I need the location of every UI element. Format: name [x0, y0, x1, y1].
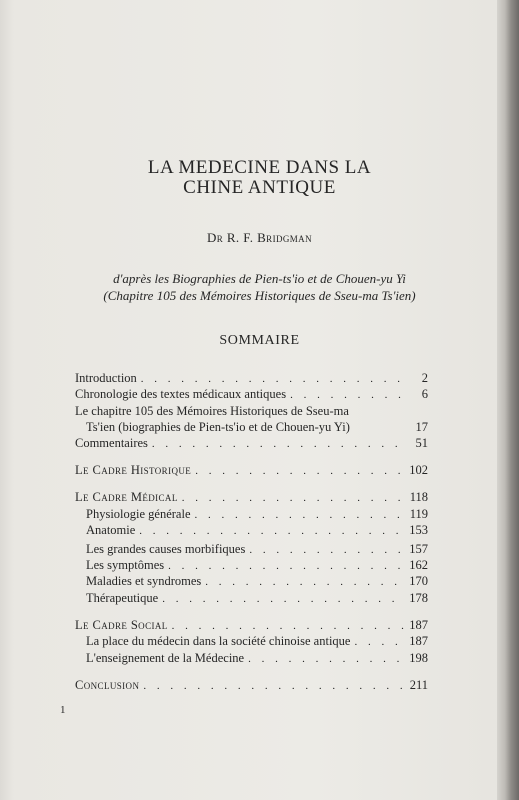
toc-page-number: 6 — [421, 387, 428, 401]
toc-label: Physiologie générale — [86, 507, 191, 521]
toc-entry-chronologie — [75, 386, 428, 402]
toc-entry-maladies — [86, 573, 428, 589]
toc-label: Le Cadre Historique — [75, 463, 192, 477]
toc-page-number: 119 — [409, 507, 428, 521]
toc-leader-dots — [205, 574, 405, 590]
toc-page-number: 118 — [409, 490, 428, 504]
toc-label: Commentaires — [75, 436, 148, 450]
toc-leader-dots — [168, 558, 405, 574]
author: Dr R. F. Bridgman — [207, 230, 312, 245]
toc-page-number: 17 — [415, 420, 428, 434]
toc-entry-place-medecin — [86, 633, 428, 649]
toc-leader-dots — [162, 591, 405, 607]
toc-page-number: 153 — [409, 523, 428, 537]
toc-page-number: 2 — [421, 371, 428, 385]
book-spine-shadow — [497, 0, 519, 800]
toc-label: Le Cadre Médical — [75, 490, 178, 504]
toc-label: Les symptômes — [86, 558, 165, 572]
toc-leader-dots — [172, 618, 406, 634]
toc-entry-physiologie — [86, 506, 428, 522]
title-line-1: LA MEDECINE DANS LA — [147, 157, 372, 178]
title-line-2: CHINE ANTIQUE — [183, 177, 336, 198]
toc-page-number: 162 — [409, 558, 428, 572]
toc-page-number: 51 — [415, 436, 428, 450]
toc-page-number: 198 — [409, 651, 428, 665]
toc-entry-enseignement — [86, 650, 428, 666]
toc-entry-commentaires — [75, 435, 428, 451]
toc-entry-cadre-medical — [75, 489, 428, 505]
toc-leader-dots — [195, 463, 405, 479]
toc-label: Maladies et syndromes — [86, 574, 202, 588]
toc-page-number: 187 — [409, 618, 428, 632]
toc-page-number: 187 — [409, 634, 428, 648]
toc-page-number: 211 — [409, 678, 428, 692]
toc-page-number: 170 — [409, 574, 428, 588]
toc-label: Ts'ien (biographies de Pien-ts'io et de Chouen-yu Yi) — [86, 420, 350, 434]
toc-entry-therapeutique — [86, 590, 428, 606]
toc-label: Chronologie des textes médicaux antiques — [75, 387, 287, 401]
toc-label: L'enseignement de la Médecine — [86, 651, 245, 665]
subtitle-line-2: (Chapitre 105 des Mémoires Historiques de Sseu-ma Ts'ien) — [103, 288, 416, 303]
toc-page-number: 157 — [409, 542, 428, 556]
toc-label: Les grandes causes morbifiques — [86, 542, 246, 556]
toc-leader-dots — [290, 387, 406, 403]
toc-heading: SOMMAIRE — [219, 333, 300, 348]
toc-leader-dots — [249, 542, 405, 558]
toc-entry-introduction — [75, 370, 428, 386]
signature-mark: 1 — [60, 704, 66, 716]
toc-label: Le chapitre 105 des Mémoires Historiques de Sseu-ma — [75, 404, 349, 418]
toc-label: Conclusion — [75, 678, 140, 692]
toc-entry-anatomie — [86, 522, 428, 538]
toc-label: Thérapeutique — [86, 591, 159, 605]
toc-label: La place du médecin dans la société chinoise antique — [86, 634, 351, 648]
toc-leader-dots — [182, 490, 406, 506]
toc-entry-chapitre-line-2 — [86, 419, 428, 435]
subtitle-line-1: d'après les Biographies de Pien-ts'io et de Chouen-yu Yi — [113, 271, 406, 286]
toc-leader-dots — [139, 523, 405, 539]
toc-entry-cadre-social — [75, 617, 428, 633]
toc-leader-dots — [143, 678, 405, 694]
toc-leader-dots — [195, 507, 406, 523]
toc-label: Anatomie — [86, 523, 136, 537]
toc-leader-dots — [354, 634, 405, 650]
toc-page-number: 178 — [409, 591, 428, 605]
toc-entry-cadre-historique — [75, 462, 428, 478]
toc-entry-chapitre-line-1 — [75, 403, 428, 419]
toc-leader-dots — [248, 651, 405, 667]
toc-leader-dots — [141, 371, 406, 387]
toc-entry-causes — [86, 541, 428, 557]
toc-leader-dots — [152, 436, 406, 452]
toc-entry-symptomes — [86, 557, 428, 573]
toc-page-number: 102 — [409, 463, 428, 477]
toc-label: Introduction — [75, 371, 137, 385]
toc-entry-conclusion — [75, 677, 428, 693]
toc-label: Le Cadre Social — [75, 618, 168, 632]
